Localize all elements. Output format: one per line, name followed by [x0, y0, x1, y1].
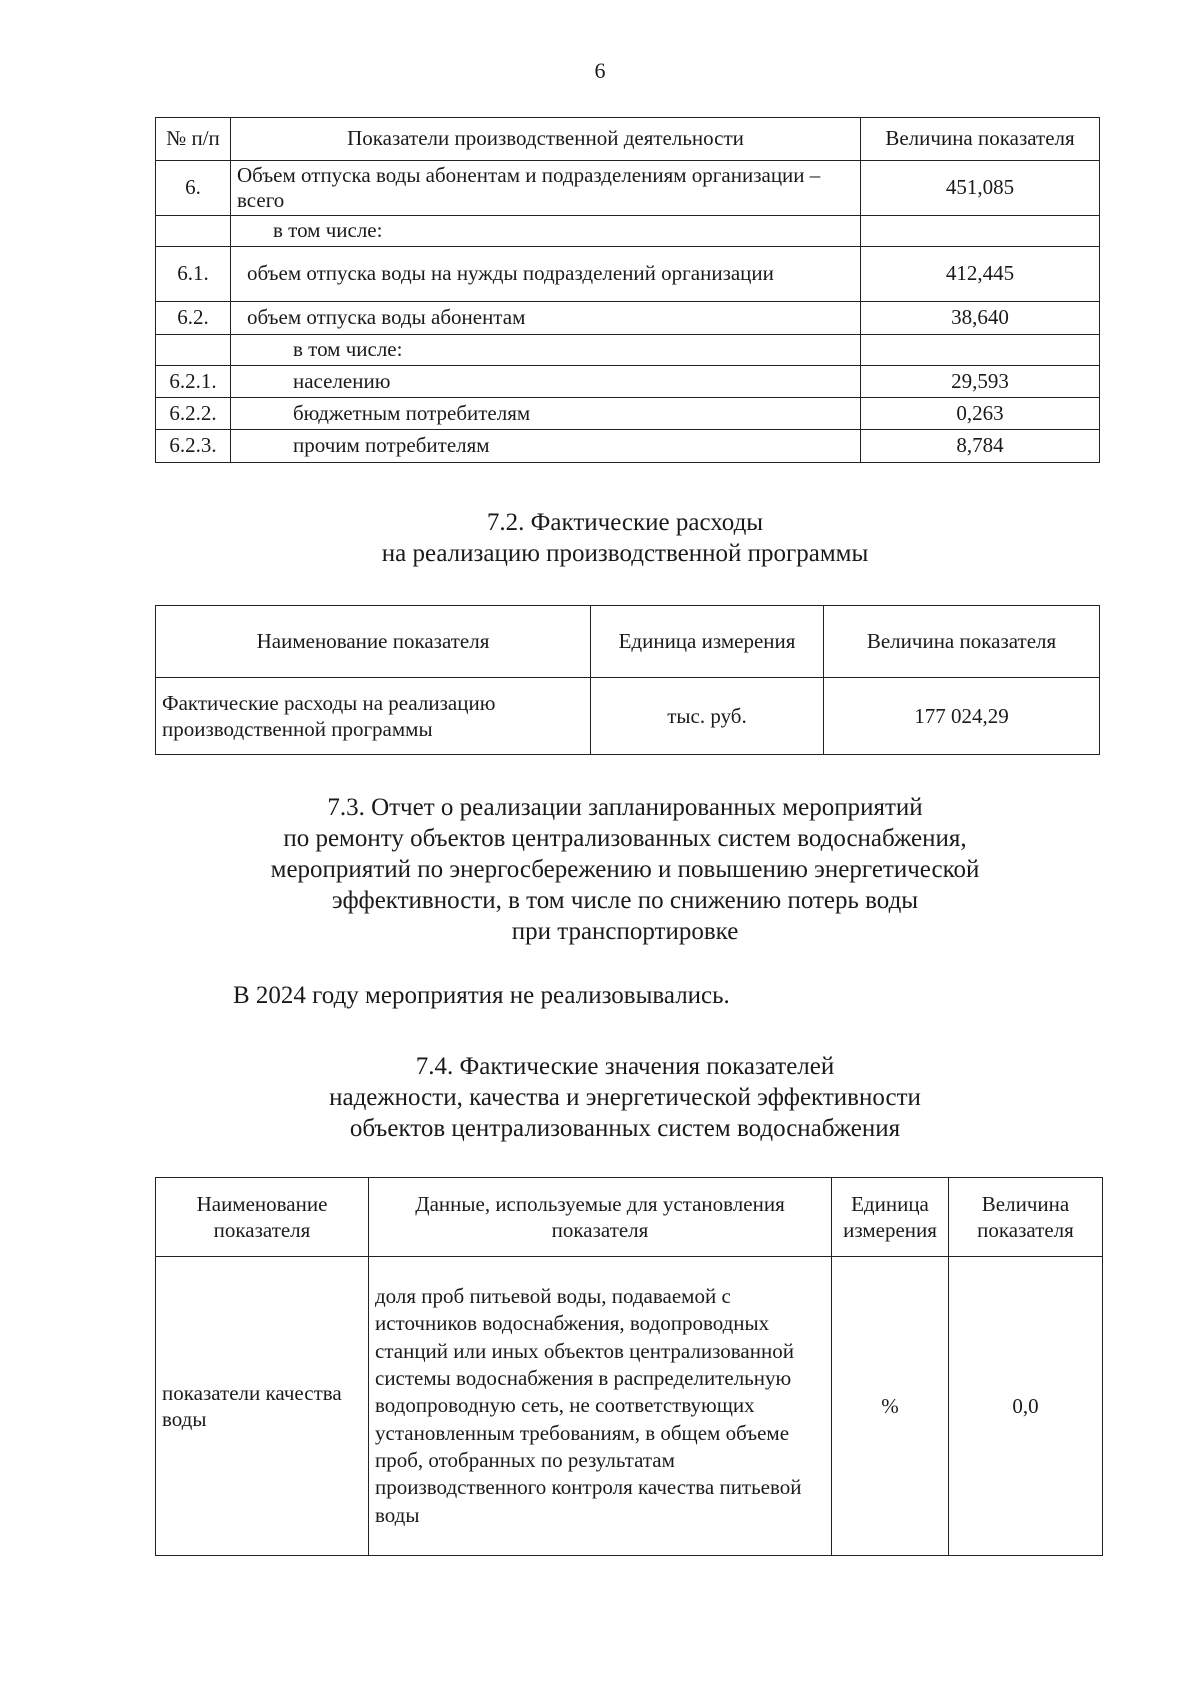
- column-header: Показатели производственной деятельности: [231, 118, 861, 161]
- row-label: в том числе:: [231, 216, 861, 247]
- table-row: [156, 430, 1100, 463]
- production-indicators-table: [155, 117, 1100, 463]
- row-label: объем отпуска воды абонентам: [231, 302, 861, 335]
- row-value: 8,784: [861, 430, 1100, 463]
- row-value: 0,263: [861, 398, 1100, 430]
- indicator-value: 0,0: [949, 1257, 1103, 1556]
- table-row: [156, 335, 1100, 366]
- row-label: в том числе:: [231, 335, 861, 366]
- section-heading-7-2: [0, 507, 1200, 569]
- table-header-row: [156, 118, 1100, 161]
- column-header: Единица измерения: [591, 606, 824, 678]
- row-value: 38,640: [861, 302, 1100, 335]
- column-header: Величина показателя: [824, 606, 1100, 678]
- row-value: 451,085: [861, 161, 1100, 216]
- heading-line: на реализацию производственной программы: [381, 540, 869, 567]
- row-number: 6.2.1.: [156, 366, 231, 398]
- column-header: Единица измерения: [832, 1178, 949, 1257]
- row-number: 6.1.: [156, 247, 231, 302]
- row-value: 29,593: [861, 366, 1100, 398]
- table-row: [156, 366, 1100, 398]
- row-label: бюджетным потребителям: [231, 398, 861, 430]
- row-label: Объем отпуска воды абонентам и подразделениям организации – всего: [231, 161, 861, 216]
- indicator-unit: тыс. руб.: [591, 678, 824, 755]
- heading-line: 7.3. Отчет о реализации запланированных мероприятий: [327, 794, 923, 821]
- heading-line: 7.2. Фактические расходы: [486, 509, 764, 536]
- table-row: [156, 1257, 1103, 1556]
- indicator-name: Фактические расходы на реализацию производственной программы: [156, 678, 591, 755]
- column-header: Наименование показателя: [156, 1178, 369, 1257]
- row-number: [156, 216, 231, 247]
- table-row: [156, 398, 1100, 430]
- column-header: Величина показателя: [949, 1178, 1103, 1257]
- table-header-row: [156, 1178, 1103, 1257]
- heading-line: 7.4. Фактические значения показателей: [415, 1053, 835, 1080]
- heading-line: по ремонту объектов централизованных систем водоснабжения,: [283, 825, 967, 852]
- page-number: 6: [594, 58, 606, 83]
- row-value: [861, 216, 1100, 247]
- column-header: Величина показателя: [861, 118, 1100, 161]
- row-label: населению: [231, 366, 861, 398]
- table-header-row: [156, 606, 1100, 678]
- row-number: [156, 335, 231, 366]
- heading-line: мероприятий по энергосбережению и повышению энергетической: [270, 856, 980, 883]
- column-header: Наименование показателя: [156, 606, 591, 678]
- row-label: объем отпуска воды на нужды подразделений организации: [231, 247, 861, 302]
- heading-line: при транспортировке: [511, 918, 739, 945]
- heading-line: эффективности, в том числе по снижению потерь воды: [331, 887, 919, 914]
- column-header: № п/п: [156, 118, 231, 161]
- row-value: [861, 335, 1100, 366]
- table-row: [156, 247, 1100, 302]
- table-row: [156, 678, 1100, 755]
- heading-line: надежности, качества и энергетической эффективности: [329, 1084, 921, 1111]
- actual-expenses-table: [155, 605, 1100, 755]
- row-number: 6.2.3.: [156, 430, 231, 463]
- indicator-unit: %: [832, 1257, 949, 1556]
- table-row: [156, 161, 1100, 216]
- row-value: 412,445: [861, 247, 1100, 302]
- column-header: Данные, используемые для установления показателя: [369, 1178, 832, 1257]
- indicator-name: показатели качества воды: [156, 1257, 369, 1556]
- indicator-description: доля проб питьевой воды, подаваемой с источников водоснабжения, водопроводных станций или иных объектов централизованной системы водоснабжения в распределительную водопроводную сеть, не соответствующих установленным требованиям, в общем объеме проб, отобранных по результатам производственного контроля качества питьевой воды: [369, 1257, 832, 1556]
- indicator-value: 177 024,29: [824, 678, 1100, 755]
- row-number: 6.2.: [156, 302, 231, 335]
- table-row: [156, 216, 1100, 247]
- section-heading-7-3: [0, 792, 1200, 947]
- quality-indicators-table: [155, 1177, 1103, 1556]
- table-row: [156, 302, 1100, 335]
- row-number: 6.2.2.: [156, 398, 231, 430]
- row-label: прочим потребителям: [231, 430, 861, 463]
- section-heading-7-4: [0, 1051, 1200, 1144]
- heading-line: объектов централизованных систем водоснабжения: [349, 1115, 901, 1142]
- section-7-3-text: В 2024 году мероприятия не реализовывались.: [233, 982, 730, 1009]
- row-number: 6.: [156, 161, 231, 216]
